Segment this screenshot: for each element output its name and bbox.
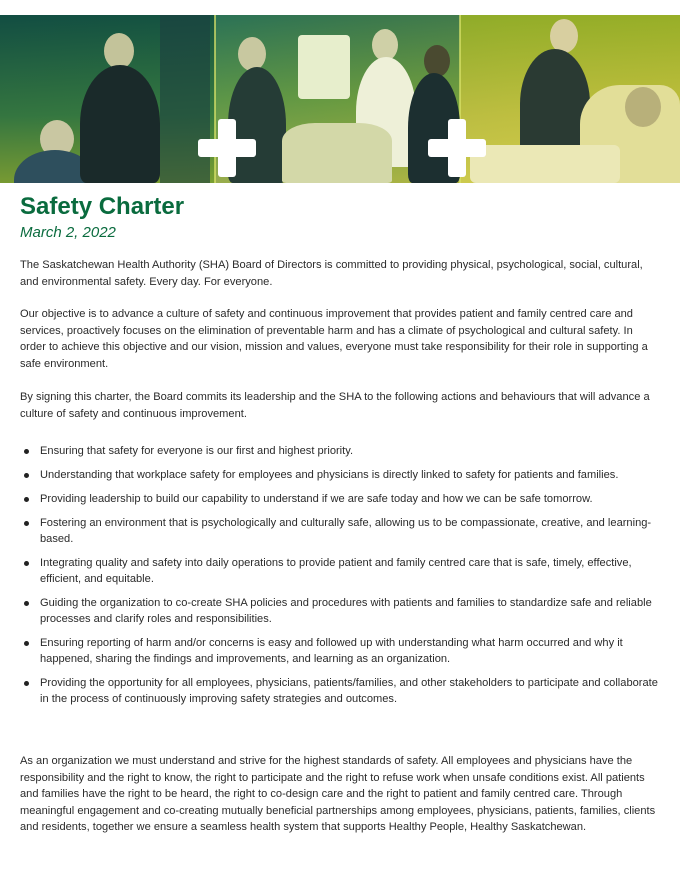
list-item: Ensuring that safety for everyone is our first and highest priority.: [20, 443, 660, 459]
actions-list: [20, 443, 660, 715]
list-item: Ensuring reporting of harm and/or concerns is easy and followed up with understanding what harm occurred and why it happened, sharing the findings and improvements, and learning as an organization.: [20, 635, 660, 667]
intro-paragraph: The Saskatchewan Health Authority (SHA) Board of Directors is committed to providing physical, psychological, social, cultural, and environmental safety. Every day. For everyone.: [20, 259, 643, 288]
list-item: Providing the opportunity for all employees, physicians, patients/families, and other stakeholders to participate and collaborate in the process of continuously improving safety strategies and outcomes.: [20, 675, 660, 707]
bullet-icon: [24, 641, 29, 646]
header-banner-photo: [0, 15, 680, 183]
list-item: Integrating quality and safety into daily operations to provide patient and family centred care that is safe, timely, effective, efficient, and equitable.: [20, 555, 660, 587]
bullet-icon: [24, 561, 29, 566]
page-title: Safety Charter: [20, 193, 185, 220]
cross-icon: [428, 119, 486, 177]
bullet-icon: [24, 681, 29, 686]
bullet-icon: [24, 497, 29, 502]
list-item: Fostering an environment that is psychologically and culturally safe, allowing us to be compassionate, creative, and learning-based.: [20, 515, 660, 547]
commitment-paragraph: By signing this charter, the Board commits its leadership and the SHA to the following actions and behaviours that will advance a culture of safety and continuous improvement.: [20, 391, 650, 420]
charter-date: March 2, 2022: [20, 224, 116, 241]
bullet-icon: [24, 601, 29, 606]
bullet-icon: [24, 521, 29, 526]
objective-paragraph: Our objective is to advance a culture of safety and continuous improvement that provides patient and family centred care and services, proactively focuses on the elimination of preventable harm and has a climate of psychological and cultural safety. In order to achieve this objective and our vision, mission and values, everyone must take responsibility for their role in supporting a safe environment.: [20, 308, 648, 370]
bullet-icon: [24, 449, 29, 454]
cross-icon: [198, 119, 256, 177]
list-item: Guiding the organization to co-create SHA policies and procedures with patients and families to standardize safe and reliable processes and clarify roles and responsibilities.: [20, 595, 660, 627]
list-item: Providing leadership to build our capability to understand if we are safe today and how we can be safe tomorrow.: [20, 491, 660, 507]
bullet-icon: [24, 473, 29, 478]
closing-paragraph: As an organization we must understand and strive for the highest standards of safety. All employees and physicians have the responsibility and the right to know, the right to participate and the right to refuse work when unsafe conditions exist. All patients and families have the right to be heard, the right to co-design care and the right to patient and family centred care. Through meaningful engagement and co-creating mutually beneficial partnerships among employees, physicians, patients, families, clients and residents, together we ensure a seamless health system that supports Healthy People, Healthy Saskatchewan.: [20, 755, 656, 833]
list-item: Understanding that workplace safety for employees and physicians is directly linked to safety for patients and families.: [20, 467, 660, 483]
